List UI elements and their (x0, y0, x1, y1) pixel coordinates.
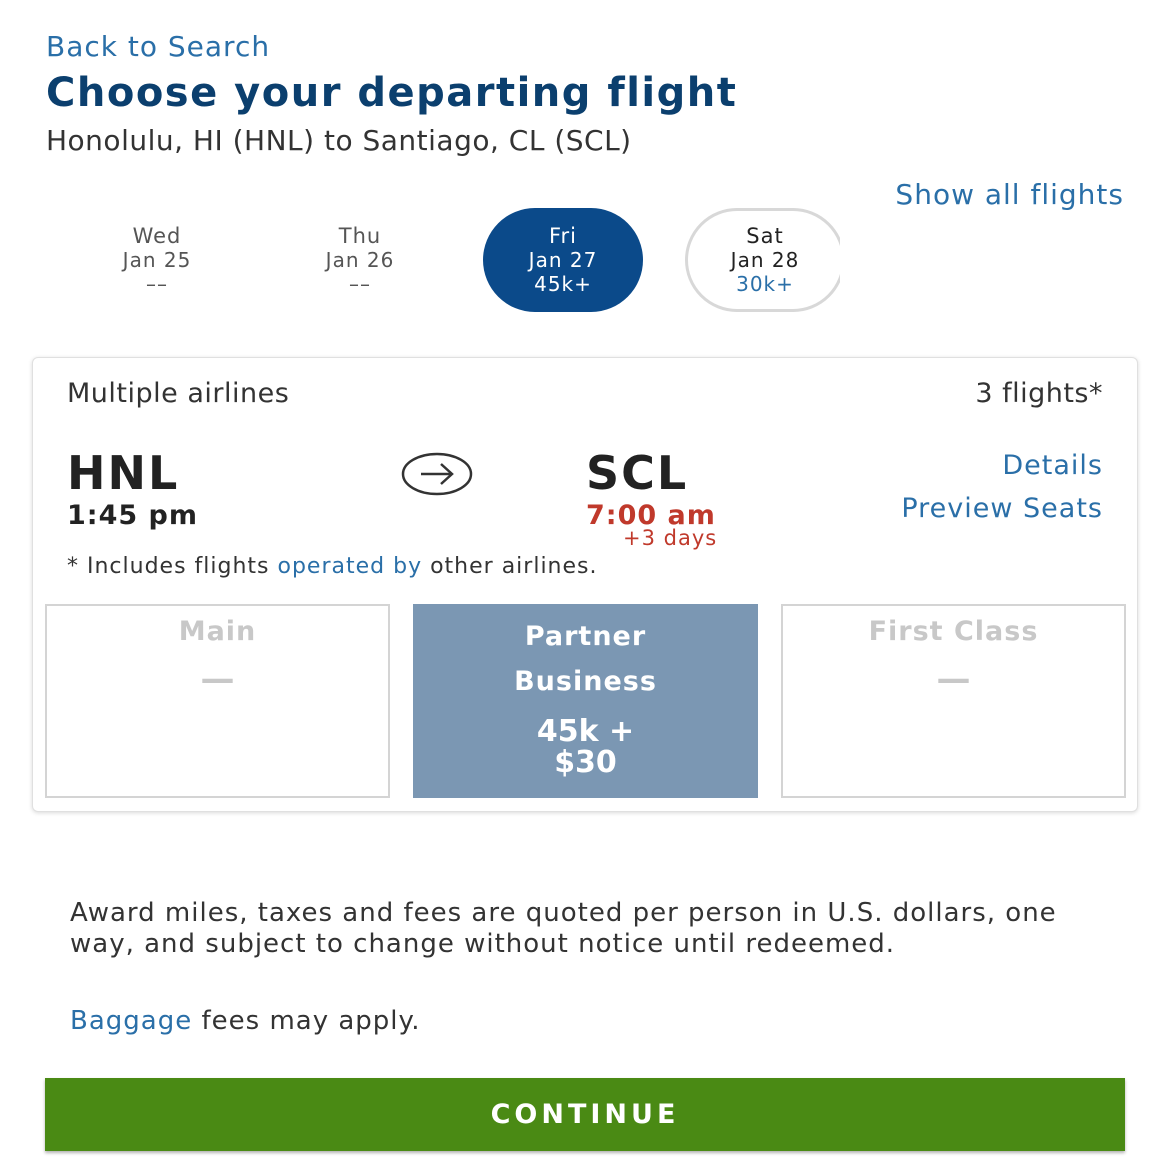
date-label: Jan 28 (730, 248, 800, 272)
date-price: 45k+ (534, 272, 592, 296)
baggage-text: fees may apply. (192, 1006, 421, 1036)
origin-airport-code: HNL (67, 446, 180, 500)
date-price: –– (349, 272, 371, 296)
date-dow: Thu (338, 224, 382, 248)
arrival-day-offset: +3 days (623, 526, 718, 550)
date-dow: Fri (548, 224, 578, 248)
footnote-suffix: other airlines. (422, 554, 598, 579)
date-option-fri-selected[interactable] (483, 208, 643, 312)
footnote-prefix: * Includes flights (67, 554, 278, 579)
continue-button[interactable]: CONTINUE (45, 1078, 1125, 1151)
fare-price-miles: 45k + (536, 714, 635, 749)
operated-by-footnote (67, 554, 598, 579)
fare-disclaimer: Award miles, taxes and fees are quoted per person in U.S. dollars, one way, and subject to change without notice until redeemed. (70, 898, 1057, 959)
date-price: 30k+ (736, 272, 794, 296)
fare-name (415, 614, 756, 704)
fare-price (415, 716, 756, 778)
page-title: Choose your departing flight (46, 70, 738, 116)
date-price: –– (146, 272, 168, 296)
route-subtitle: Honolulu, HI (HNL) to Santiago, CL (SCL) (46, 124, 632, 157)
show-all-flights-link[interactable]: Show all flights (895, 178, 1124, 211)
date-dow: Wed (132, 224, 182, 248)
destination-airport-code: SCL (586, 446, 689, 500)
date-option-wed[interactable] (77, 208, 237, 312)
arrival-time: 7:00 am (586, 500, 716, 531)
details-link[interactable]: Details (1002, 450, 1103, 481)
fare-first-class[interactable] (781, 604, 1126, 798)
flight-count: 3 flights* (975, 378, 1103, 409)
date-option-thu[interactable] (280, 208, 440, 312)
fare-name: First Class (868, 616, 1039, 647)
fare-price: — (200, 659, 235, 699)
date-label: Jan 27 (528, 248, 598, 272)
back-to-search-link[interactable]: Back to Search (46, 30, 271, 63)
fare-name-line2: Business (514, 666, 657, 697)
fare-partner-business[interactable] (413, 604, 758, 798)
flight-card (32, 357, 1138, 812)
arrow-right-icon (401, 452, 473, 496)
baggage-link[interactable]: Baggage (70, 1006, 193, 1036)
date-option-sat[interactable] (685, 208, 840, 312)
date-carousel (0, 200, 840, 320)
fare-price-cash: $30 (554, 745, 617, 780)
fare-price: — (936, 659, 971, 699)
fare-name-line1: Partner (524, 621, 647, 652)
fare-name: Main (178, 616, 257, 647)
airline-name: Multiple airlines (67, 378, 290, 409)
departure-time: 1:45 pm (67, 500, 199, 531)
preview-seats-link[interactable]: Preview Seats (901, 493, 1103, 524)
date-dow: Sat (746, 224, 784, 248)
fare-main[interactable] (45, 604, 390, 798)
date-label: Jan 26 (325, 248, 395, 272)
baggage-notice (70, 1006, 420, 1036)
operated-by-link[interactable]: operated by (277, 554, 423, 579)
date-label: Jan 25 (122, 248, 192, 272)
